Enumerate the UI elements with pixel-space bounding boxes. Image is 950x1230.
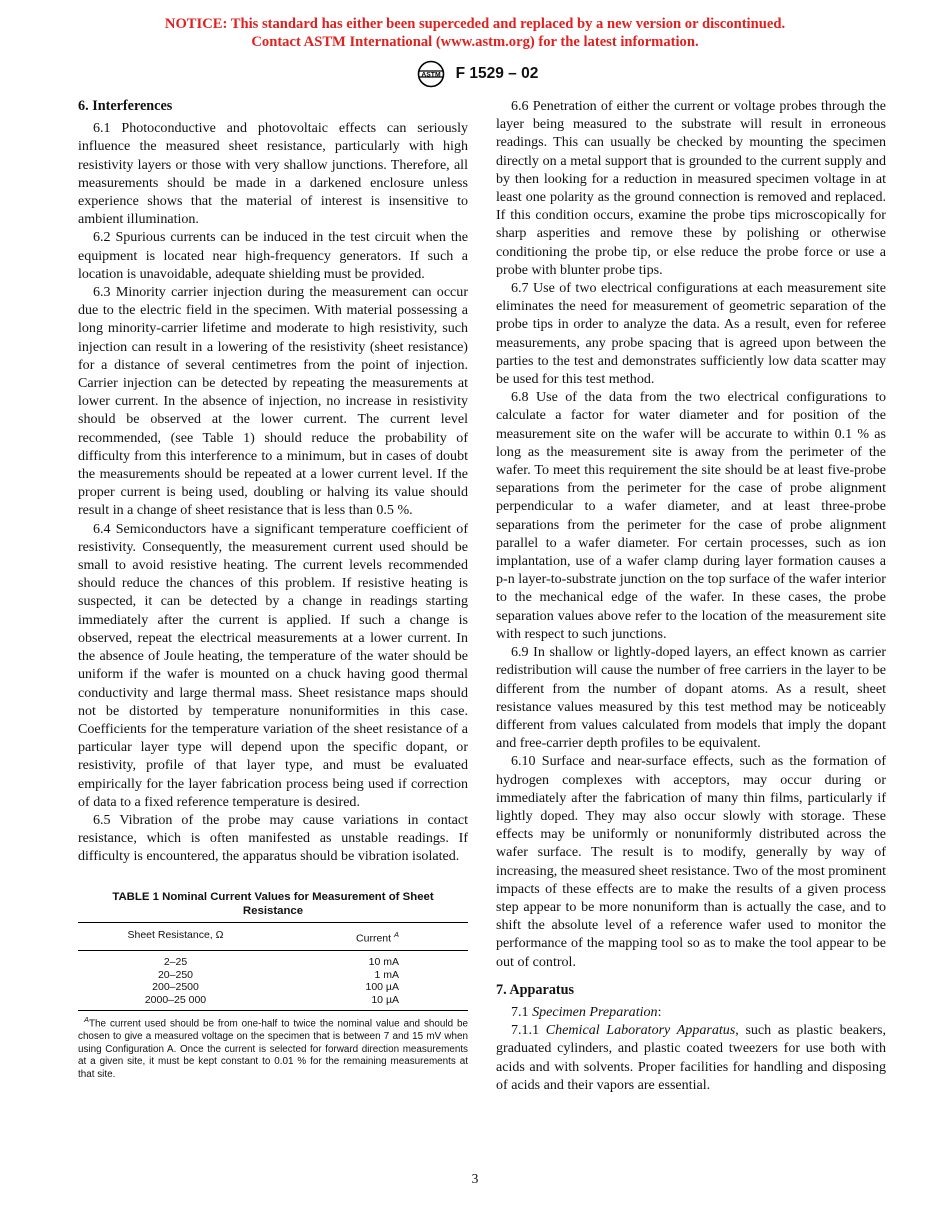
paragraph-7-1-rest: : — [657, 1003, 662, 1020]
astm-logo-text: ASTM — [420, 71, 441, 79]
section-7-heading: 7. Apparatus — [496, 981, 575, 998]
paragraph-7-1-title: Specimen Preparation — [532, 1003, 658, 1020]
column-header-current — [273, 926, 411, 948]
paragraph-6-2: 6.2 Spurious currents can be induced in the test circuit when the equipment is located near high-frequency generators. If such a location is unavoidable, adequate shielding must be provided. — [78, 229, 468, 282]
column-header-current-footnote-mark: A — [393, 929, 399, 939]
astm-logo-icon — [412, 60, 450, 88]
table-row — [78, 956, 468, 969]
table-row — [78, 981, 468, 994]
notice-line-2: Contact ASTM International (www.astm.org) for the latest information. — [251, 34, 699, 50]
paragraph-6-5: 6.5 Vibration of the probe may cause variations in contact resistance, which is often manifested as unstable readings. If difficulty is encountered, the apparatus should be vibration isolated. — [78, 811, 468, 865]
table-cell-current: 10 µA — [371, 993, 399, 1006]
table-cell-resistance: 2–25 — [163, 956, 188, 969]
paragraph-6-6: 6.6 Penetration of either the current or voltage probes through the layer being measured to the substrate will result in erroneous readings. This can usually be checked by mounting the specimen directly on a metal support that is grounded to the current supply and by then looking for a reduction in measured specimen voltage in at least one polarity as the ground connection is removed and replaced. If this condition occurs, examine the probe tips microscopically for sharp asperities and remove these by polishing or otherwise conditioning the probe tip, or else reduce the probe force or use a probe with blunter probe tips. — [496, 98, 886, 278]
column-header-current-label: Current — [356, 932, 392, 945]
table-1-body — [78, 951, 468, 1011]
document-designation — [0, 60, 950, 88]
paragraph-6-3: 6.3 Minority carrier injection during the measurement can occur due to the electric field in the specimen. With material possessing a long minority-carrier lifetime and moderate to high resistivity, such injection can result in a lowering of the resistivity (sheet resistance) for a distance of several centimetres from the point of injection. Carrier injection can be detected by repeating the measurements at lower current. In the absence of injection, no increase in resistivity should be observed at the lower current. The current level recommended, (see Table 1) should reduce the probability of difficulty from this interference to a minimum, but in cases of doubt the measurements should be repeated at a lower current level. If the proper current is being used, doubling or halving its value should result in a change of sheet resistance that is less than 0.5 %. — [78, 284, 468, 519]
table-cell-current: 10 mA — [368, 956, 399, 969]
paragraph-7-1-1-rest: , such as plastic beakers, graduated cylinders, and plastic coated tweezers for use both with acids and with solvents. Proper facilities for handling and disposing of acids and their vapors are essential. — [496, 1022, 886, 1093]
table-row — [78, 969, 468, 982]
table-cell-resistance: 2000–25 000 — [144, 993, 207, 1006]
table-cell-resistance: 20–250 — [157, 968, 194, 981]
paragraph-7-1-number: 7.1 — [511, 1003, 529, 1020]
table-1-footnote — [78, 1014, 468, 1081]
paragraph-7-1-1 — [496, 1021, 886, 1094]
table-row — [78, 994, 468, 1007]
designation-number: F 1529 – 02 — [455, 65, 539, 82]
paragraph-6-9: 6.9 In shallow or lightly-doped layers, an effect known as carrier redistribution will cause the number of free carriers in the layer to be different from the number of dopant atoms. As a result, sheet resistance values measured by this test method may be noticeably different from values calculated from models that imply the dopant and free-carrier depth profiles to be equivalent. — [496, 644, 886, 752]
notice-banner — [0, 15, 950, 51]
paragraph-6-8: 6.8 Use of the data from the two electrical configurations to calculate a factor for water diameter and for position of the measurement site on the wafer will be accurate to within 0.1 % as long as the measurement site is away from the perimeter of the wafer. To meet this requirement the site should be at least five-probe separations from the perimeter for the case of probe alignment perpendicular to a wafer diameter, and at least three-probe separations from the perimeter for the case of probe alignment parallel to a wafer diameter. For certain processes, such as ion implantation, use of a wafer clamp during layer formation causes a p-n layer-to-substrate junction on the top surface of the wafer interior to the mechanical edge of the wafer. In these cases, the probe separation values above refer to the location of the measurement site with respect to such junctions. — [496, 389, 886, 642]
page-number: 3 — [471, 1171, 479, 1186]
table-cell-current: 1 mA — [374, 968, 399, 981]
footnote-text: The current used should be from one-half to twice the nominal value and should be chosen to give a measured voltage on the specimen that is between 7 and 15 mV when using Configuration A. Once the current is selected for forward direction measurements at a given site, it must be kept constant to 0.01 % for the remaining measurements at that site. — [78, 1018, 468, 1080]
paragraph-7-1 — [496, 1003, 886, 1021]
paragraph-6-1: 6.1 Photoconductive and photovoltaic effects can seriously influence the measured sheet resistance, particularly with high resistivity layers or those with very shallow junctions. Therefore, all measurements should be made in a darkened enclosure unless experience shows that the material of interest is insensitive to ambient illumination. — [78, 120, 468, 228]
table-cell-resistance: 200–2500 — [152, 981, 199, 994]
paragraph-6-10: 6.10 Surface and near-surface effects, such as the formation of hydrogen complexes with acceptors, may occur during or immediately after the fabrication of many thin films, particularly if lightly doped. They may also occur slowly with storage. These effects may be uniformly or nonuniformly distributed across the wafer surface. The result is to modify, generally by way of increasing, the measured sheet resistance. Two of the most prominent impacts of these effects are to make the results of a given process step appear to be more nonuniform than is actually the case, and to shift the absolute level of a reference wafer used to monitor the performance of the mapping tool so as to make the tool appear to be out of control. — [496, 753, 887, 970]
right-column — [496, 97, 886, 1094]
footnote-mark: A — [84, 1015, 90, 1025]
section-6-heading: 6. Interferences — [78, 98, 173, 114]
table-1 — [78, 890, 468, 1082]
table-1-title: TABLE 1 Nominal Current Values for Measurement of Sheet Resistance — [112, 890, 434, 917]
left-column — [78, 97, 468, 1082]
paragraph-6-4: 6.4 Semiconductors have a significant temperature coefficient of resistivity. Consequently, the measurement current used should be small to avoid resistive heating. The current levels recommended should reduce the chances of this problem. If resistive heating is suspected, it can be detected by a change in readings starting immediately after the current is applied. If such a change is observed, repeat the electrical measurements at a lower current. In the absence of Joule heating, the temperature of the water should be uniform if the wafer is mounted on a chuck having good thermal conductivity and large thermal mass. Sheet resistance maps should not be distorted by temperature nonuniformities in this case. Coefficients for the temperature variation of the sheet resistance of a particular layer type will depend upon the specific dopant, or resistivity, profile of that layer type, and must be evaluated empirically for the layer fabrication process being used if correction of data to a fixed reference temperature is desired. — [78, 520, 468, 810]
paragraph-7-1-1-title: Chemical Laboratory Apparatus — [545, 1022, 736, 1039]
table-cell-current: 100 µA — [365, 981, 399, 994]
notice-line-1: NOTICE: This standard has either been superceded and replaced by a new version or discontinued. — [164, 16, 786, 32]
paragraph-7-1-1-number: 7.1.1 — [511, 1022, 540, 1039]
column-header-resistance: Sheet Resistance, Ω — [127, 928, 224, 941]
table-1-header — [78, 922, 468, 952]
paragraph-6-7: 6.7 Use of two electrical configurations at each measurement site eliminates the need for measurement of geometric separation of the probe tips in order to analyze the data. As a result, even for referee measurements, any probe spacing that is agreed upon between the parties to the test and demonstrates sufficiently low data scatter may be used for this test method. — [496, 280, 886, 388]
